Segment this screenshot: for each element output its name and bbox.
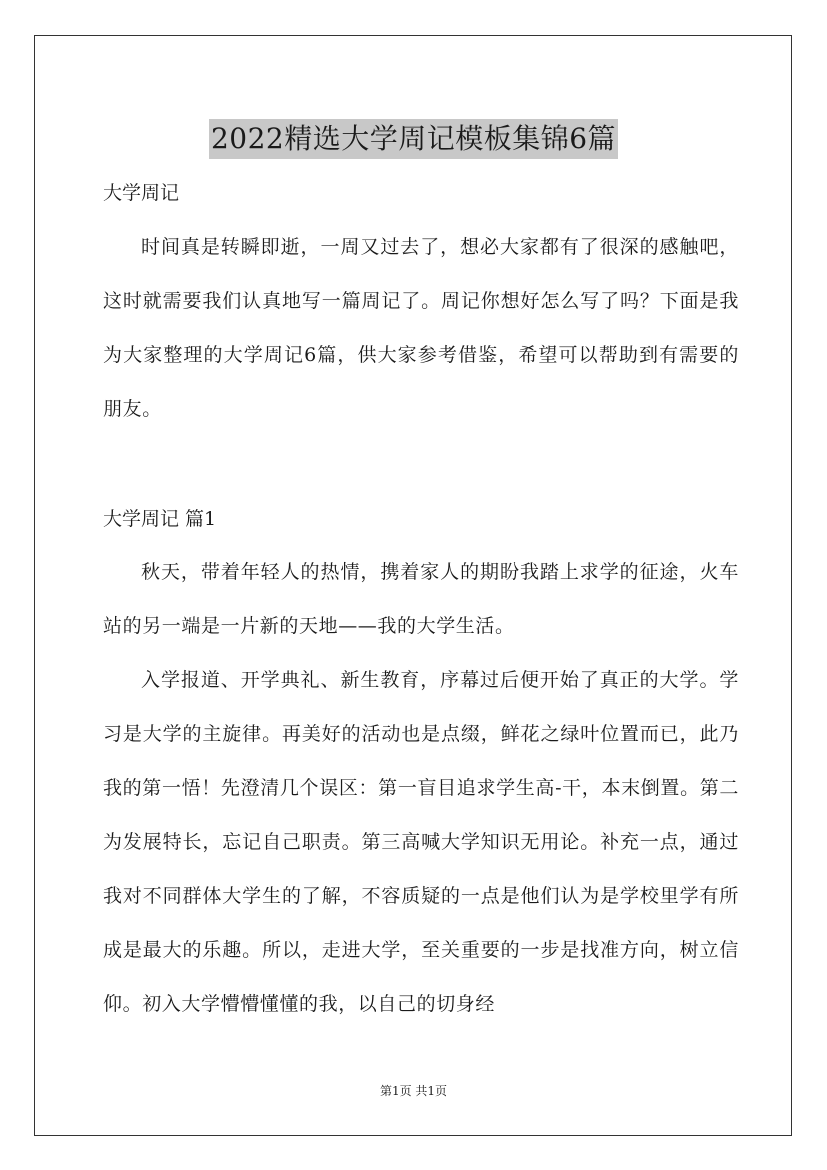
title-container (0, 100, 827, 178)
section1-paragraph-1: 秋天，带着年轻人的热情，携着家人的期盼我踏上求学的征途，火车站的另一端是一片新的天地——我的大学生活。 (103, 561, 739, 637)
section1-paragraph-2: 入学报道、开学典礼、新生教育，序幕过后便开始了真正的大学。学习是大学的主旋律。再美好的活动也是点缀，鲜花之绿叶位置而已，此乃我的第一悟！先澄清几个误区：第一盲目追求学生高-干，本末倒置。第二为发展特长，忘记自己职责。第三高喊大学知识无用论。补充一点，通过我对不同群体大学生的了解，不容质疑的一点是他们认为是学校里学有所成是最大的乐趣。所以，走进大学，至关重要的一步是找准方向，树立信仰。初入大学懵懵懂懂的我，以自己的切身经 (103, 669, 739, 1015)
intro-paragraph: 时间真是转瞬即逝，一周又过去了，想必大家都有了很深的感触吧，这时就需要我们认真地写一篇周记了。周记你想好怎么写了吗？下面是我为大家整理的大学周记6篇，供大家参考借鉴，希望可以帮助到有需要的朋友。 (103, 236, 739, 420)
document-title: 2022精选大学周记模板集锦6篇 (209, 119, 618, 159)
intro-label: 大学周记 (103, 182, 180, 204)
section1-label: 大学周记 篇1 (103, 508, 217, 530)
page-footer: 第1页 共1页 (379, 1084, 448, 1098)
